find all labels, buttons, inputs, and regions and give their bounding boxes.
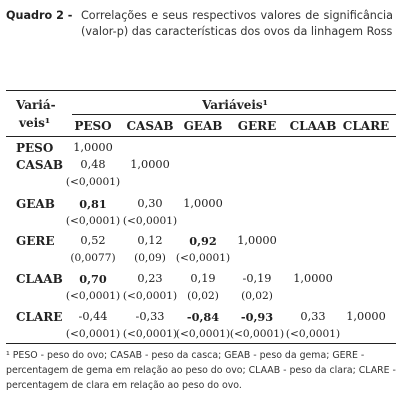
p-value: (0,02) — [241, 290, 273, 302]
correlation-value: 0,30 — [137, 197, 163, 210]
table-bottom-rule — [6, 343, 396, 344]
row-label-gere: GERE — [16, 234, 55, 248]
correlation-value: 0,23 — [137, 272, 163, 285]
p-value: (<0,0001) — [65, 328, 121, 340]
correlation-value: 1,0000 — [73, 141, 113, 154]
column-header-clare: CLARE — [342, 119, 390, 133]
p-value: (<0,0001) — [229, 328, 285, 340]
correlation-value: 1,0000 — [130, 158, 170, 171]
table-footnote: ¹ PESO - peso do ovo; CASAB - peso da casca; GEAB - peso da gema; GERE - percentagem de gema em relação ao peso do ovo; CLAAB - peso da clara; CLARE - percentagem de clara em relação ao peso do ovo. — [6, 350, 396, 391]
column-header-casab: CASAB — [126, 119, 174, 133]
correlation-value: 0,70 — [79, 272, 107, 286]
p-value: (<0,0001) — [122, 215, 178, 227]
row-label-casab: CASAB — [16, 158, 63, 172]
p-value: (<0,0001) — [65, 176, 121, 188]
correlation-value: -0,44 — [78, 310, 108, 323]
correlation-value: -0,19 — [242, 272, 272, 285]
correlation-value: 0,48 — [80, 158, 106, 171]
row-header-label-line2: veis¹ — [19, 116, 51, 130]
row-header-label-line1: Variá- — [16, 98, 56, 112]
correlation-value: -0,33 — [135, 310, 165, 323]
caption-label: Quadro 2 - — [6, 9, 73, 22]
p-value: (<0,0001) — [175, 252, 231, 264]
column-header-claab: CLAAB — [289, 119, 337, 133]
p-value: (<0,0001) — [122, 290, 178, 302]
correlation-value: 0,52 — [80, 234, 106, 247]
correlation-value: -0,84 — [186, 310, 220, 324]
column-header-gere: GERE — [237, 119, 277, 133]
column-group-header: Variáveis¹ — [202, 98, 268, 112]
correlation-value: 0,92 — [189, 234, 217, 248]
correlation-value: 1,0000 — [183, 197, 223, 210]
column-header-geab: GEAB — [183, 119, 223, 133]
p-value: (0,0077) — [70, 252, 116, 264]
column-header-peso: PESO — [74, 119, 112, 133]
p-value: (<0,0001) — [65, 215, 121, 227]
correlation-value: -0,93 — [240, 310, 274, 324]
correlation-value: 0,12 — [137, 234, 163, 247]
p-value: (<0,0001) — [285, 328, 341, 340]
column-group-rule — [72, 114, 396, 115]
row-label-peso: PESO — [16, 141, 54, 155]
p-value: (0,09) — [134, 252, 166, 264]
correlation-value: 1,0000 — [237, 234, 277, 247]
correlation-value: 0,19 — [190, 272, 216, 285]
table-top-rule — [6, 90, 396, 91]
correlation-value: 1,0000 — [346, 310, 386, 323]
caption-text: Correlações e seus respectivos valores de significância (valor-p) das características dos ovos da linhagem Ross — [81, 9, 393, 38]
p-value: (0,02) — [187, 290, 219, 302]
p-value: (<0,0001) — [175, 328, 231, 340]
correlation-value: 0,81 — [79, 197, 107, 211]
row-label-claab: CLAAB — [16, 272, 63, 286]
row-label-clare: CLARE — [16, 310, 63, 324]
p-value: (<0,0001) — [65, 290, 121, 302]
correlation-value: 0,33 — [300, 310, 326, 323]
row-label-geab: GEAB — [16, 197, 55, 211]
correlation-value: 1,0000 — [293, 272, 333, 285]
p-value: (<0,0001) — [122, 328, 178, 340]
header-bottom-rule — [6, 136, 396, 137]
